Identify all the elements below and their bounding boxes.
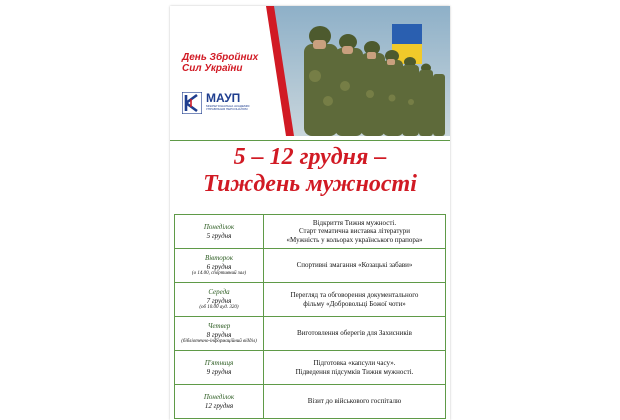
day-name: Середа: [208, 287, 230, 296]
day-date: 7 грудня: [206, 296, 232, 305]
schedule-event-cell: [264, 317, 446, 351]
event-text: Підведення підсумків Тижня мужності.: [295, 367, 414, 376]
event-text: Старт тематична виставка літератури: [298, 227, 411, 236]
schedule-table: [174, 214, 446, 419]
event-text: Візит до військового госпіталю: [307, 397, 402, 406]
maup-logo: [182, 92, 266, 114]
schedule-day-cell: [175, 249, 264, 283]
schedule-row: [175, 283, 446, 317]
logo-name: МАУП: [206, 91, 241, 105]
day-name: Вівторок: [204, 253, 234, 262]
schedule-event-cell: [264, 249, 446, 283]
schedule-row: [175, 249, 446, 283]
holiday-title: [182, 52, 258, 74]
schedule-row: [175, 317, 446, 351]
schedule-event-cell: [264, 385, 446, 419]
schedule-event-cell: [264, 351, 446, 385]
poster-page: [170, 6, 450, 420]
day-name: Понеділок: [203, 222, 235, 231]
event-text: Відкриття Тижня мужності.: [312, 218, 397, 227]
header-divider: [170, 140, 450, 141]
holiday-title-line2: Сил України: [182, 63, 243, 74]
schedule-event-cell: [264, 215, 446, 249]
banner: [170, 6, 450, 136]
schedule-day-cell: [175, 317, 264, 351]
day-note: (бібліотечно-інформаційний відділ): [181, 339, 257, 345]
page-title-line1: 5 – 12 грудня –: [233, 144, 387, 170]
maup-logo-icon: [182, 92, 202, 114]
schedule-row: [175, 215, 446, 249]
day-name: Понеділок: [203, 392, 235, 401]
event-text: «Мужність у кольорах українського прапора»: [286, 235, 423, 244]
event-text: Виготовлення оберегів для Захисників: [297, 329, 412, 338]
day-date: 12 грудня: [204, 401, 234, 410]
event-text: Підготовка «капсули часу».: [313, 358, 396, 367]
day-note: (об 10.00 ауд. 320): [199, 305, 239, 311]
schedule-day-cell: [175, 215, 264, 249]
event-text: фільму «Добровольці Божої чоти»: [303, 299, 406, 308]
day-name: Четвер: [207, 321, 231, 330]
holiday-title-line1: День Збройних: [182, 52, 259, 63]
schedule-row: [175, 351, 446, 385]
day-note: (о 14.00, спортивний зал): [191, 271, 247, 277]
schedule-event-cell: [264, 283, 446, 317]
logo-subtitle: МІЖРЕГІОНАЛЬНА АКАДЕМІЯ УПРАВЛІННЯ ПЕРСОНАЛОМ: [206, 104, 250, 112]
schedule-day-cell: [175, 283, 264, 317]
schedule-row: [175, 385, 446, 419]
day-name: П'ятниця: [204, 358, 234, 367]
event-text: Спортивні змагання «Козацькі забави»: [296, 261, 413, 270]
page-title-line2: Тиждень мужності: [203, 171, 417, 197]
day-date: 8 грудня: [206, 330, 232, 339]
schedule-day-cell: [175, 385, 264, 419]
event-text: Перегляд та обговорення документального: [290, 290, 419, 299]
schedule-day-cell: [175, 351, 264, 385]
page-title: [170, 144, 450, 198]
day-date: 9 грудня: [206, 367, 232, 376]
day-date: 6 грудня: [206, 262, 232, 271]
day-date: 5 грудня: [206, 231, 232, 240]
